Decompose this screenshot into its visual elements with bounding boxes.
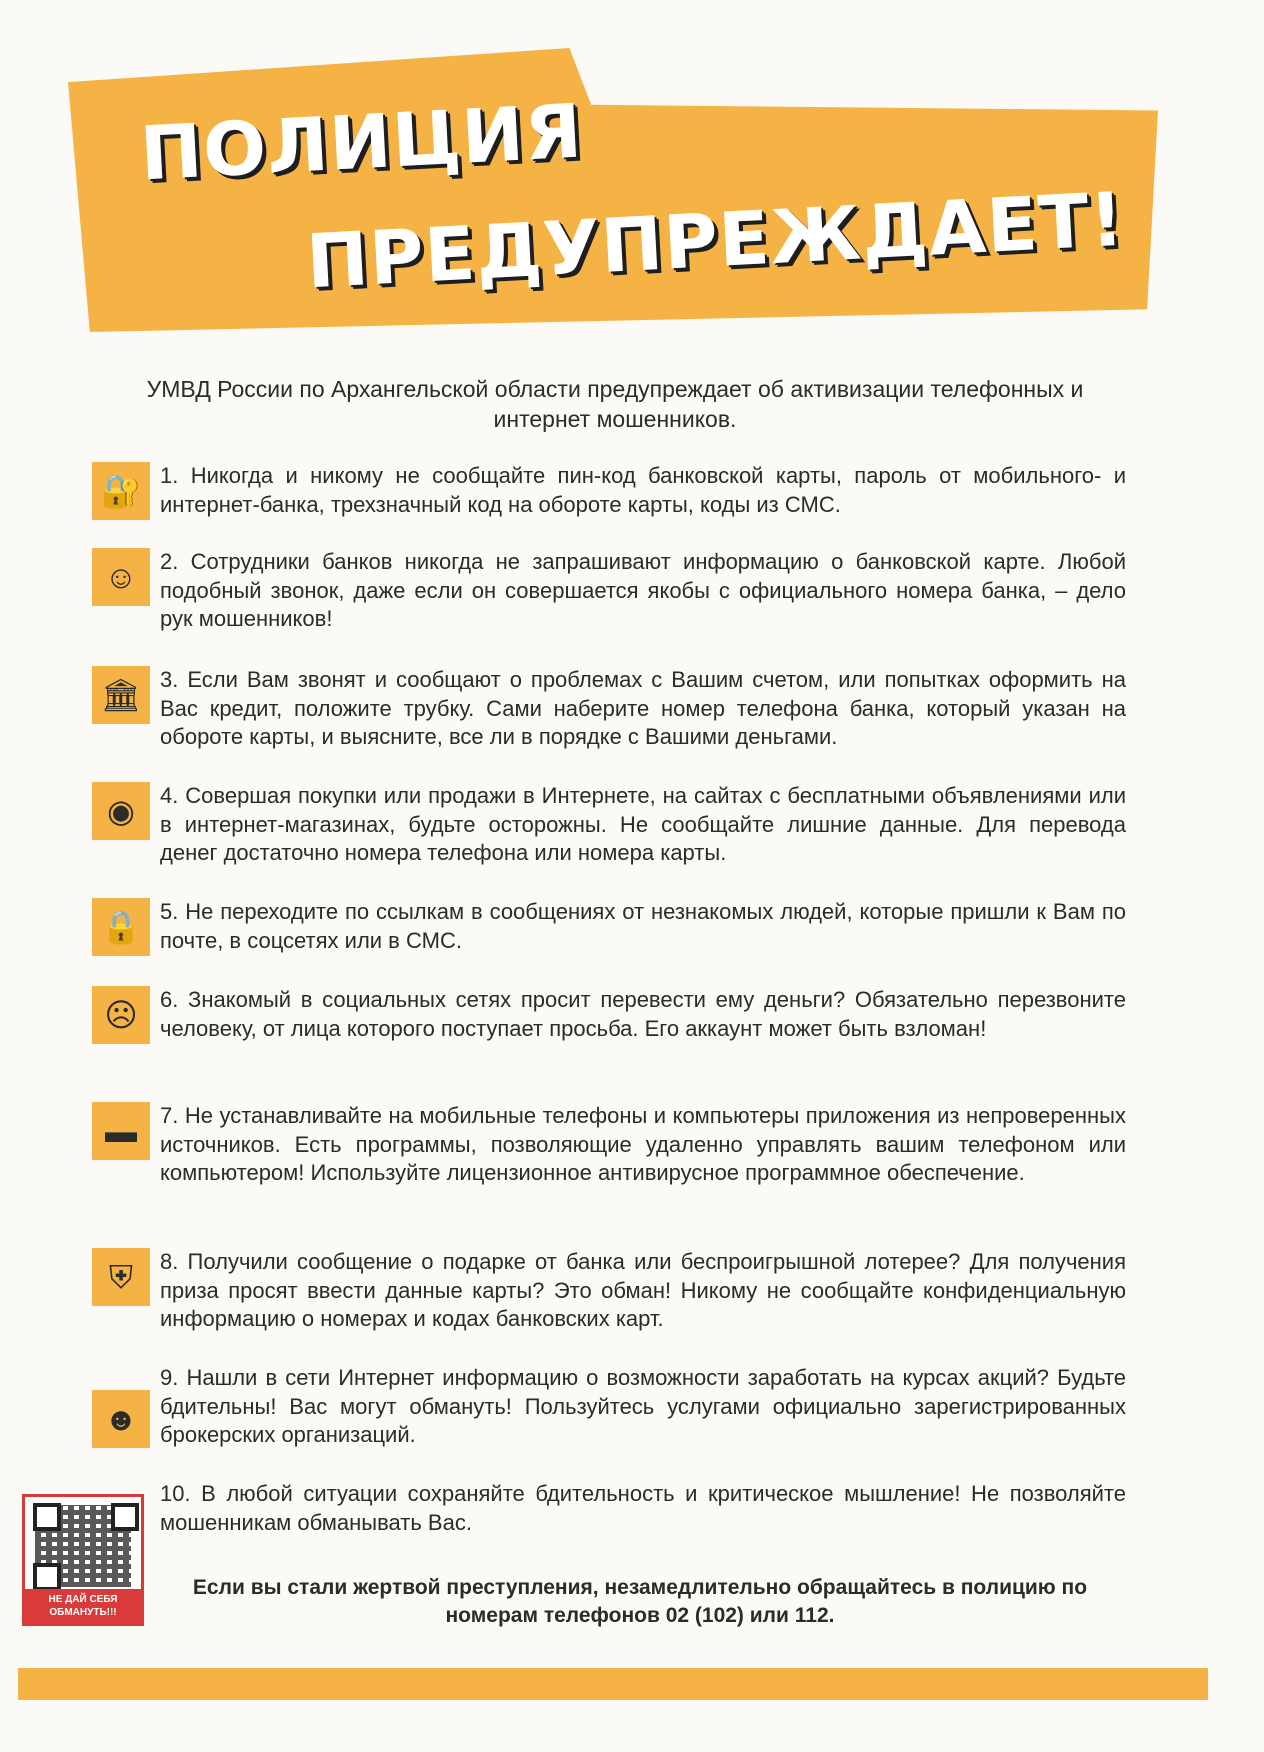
warning-text-9: 9. Нашли в сети Интернет информацию о возможности заработать на курсах акций? Будьте бдительны! Вас могут обмануть! Пользуйтесь услугами официально зарегистрированных брокерских организаций. [160, 1365, 1126, 1447]
warning-item-2 [92, 548, 1126, 634]
warning-item-7 [92, 1102, 1126, 1188]
warning-text-1: 1. Никогда и никому не сообщайте пин-код банковской карты, пароль от мобильного- и интернет-банка, трехзначный код на обороте карты, коды из СМС. [160, 463, 1126, 517]
warning-item-1 [92, 462, 1126, 520]
warning-text-4: 4. Совершая покупки или продажи в Интернете, на сайтах с бесплатными объявлениями или в интернет-магазинах, будьте осторожны. Не сообщайте лишние данные. Для перевода денег достаточно номера телефона или номера карты. [160, 783, 1126, 865]
shield-virus-icon: ⛨ [92, 1248, 150, 1306]
warning-item-8 [92, 1248, 1126, 1334]
masked-person-icon: ☺ [92, 548, 150, 606]
anonymous-mask-icon: ☹ [92, 986, 150, 1044]
password-lock-icon: 🔒 [92, 898, 150, 956]
bank-building-icon: 🏛 [92, 666, 150, 724]
woman-avatar-icon: ☻ [92, 1390, 150, 1448]
spy-glasses-icon: ▬ [92, 1102, 150, 1160]
qr-label: НЕ ДАЙ СЕБЯ ОБМАНУТЬ!!! [25, 1589, 141, 1623]
warning-text-5: 5. Не переходите по ссылкам в сообщениях от незнакомых людей, которые пришли к Вам по почте, в соцсетях или в СМС. [160, 899, 1126, 953]
warning-text-7: 7. Не устанавливайте на мобильные телефоны и компьютеры приложения из непроверенных источников. Есть программы, позволяющие удаленно управлять вашим телефоном или компьютером! Используйте лицензионное антивирусное программное обеспечение. [160, 1103, 1126, 1185]
warning-text-8: 8. Получили сообщение о подарке от банка или беспроигрышной лотерее? Для получения приза просят ввести данные карты? Это обман! Никому не сообщайте конфиденциальную информацию о номерах и кодах банковских карт. [160, 1249, 1126, 1331]
emergency-contact-note: Если вы стали жертвой преступления, незамедлительно обращайтесь в полицию по номерам телефонов 02 (102) или 112. [192, 1576, 1088, 1627]
bottom-accent-bar [18, 1668, 1208, 1700]
warning-item-9 [92, 1364, 1126, 1450]
page-title-line-2: ПРЕДУПРЕЖДАЕТ! [304, 176, 1127, 306]
warning-item-6 [92, 986, 1126, 1044]
warning-item-3 [92, 666, 1126, 752]
warning-item-10 [92, 1480, 1126, 1537]
warning-item-5 [92, 898, 1126, 956]
padlock-key-icon: 🔐 [92, 462, 150, 520]
qr-code[interactable] [22, 1494, 144, 1626]
warning-text-10: 10. В любой ситуации сохраняйте бдительность и критическое мышление! Не позволяйте мошенникам обманывать Вас. [160, 1481, 1126, 1535]
warning-text-2: 2. Сотрудники банков никогда не запрашивают информацию о банковской карте. Любой подобный звонок, даже если он совершается якобы с официального номера банка, – дело рук мошенников! [160, 549, 1126, 631]
warning-text-3: 3. Если Вам звонят и сообщают о проблемах с Вашим счетом, или попытках оформить на Вас кредит, положите трубку. Сами наберите номер телефона банка, который указан на обороте карты, и выясните, все ли в порядке с Вашими деньгами. [160, 667, 1126, 749]
page-title-line-1: ПОЛИЦИЯ [138, 88, 585, 198]
warning-text-6: 6. Знакомый в социальных сетях просит перевести ему деньги? Обязательно перезвоните человеку, от лица которого поступает просьба. Его аккаунт может быть взломан! [160, 987, 1126, 1041]
intro-text: УМВД России по Архангельской области предупреждает об активизации телефонных и интернет мошенников. [146, 376, 1084, 432]
qr-finder-bottom-left [33, 1563, 61, 1591]
qr-finder-top-left [33, 1503, 61, 1531]
warning-item-4 [92, 782, 1126, 868]
qr-finder-top-right [111, 1503, 139, 1531]
hacker-globe-icon: ◉ [92, 782, 150, 840]
